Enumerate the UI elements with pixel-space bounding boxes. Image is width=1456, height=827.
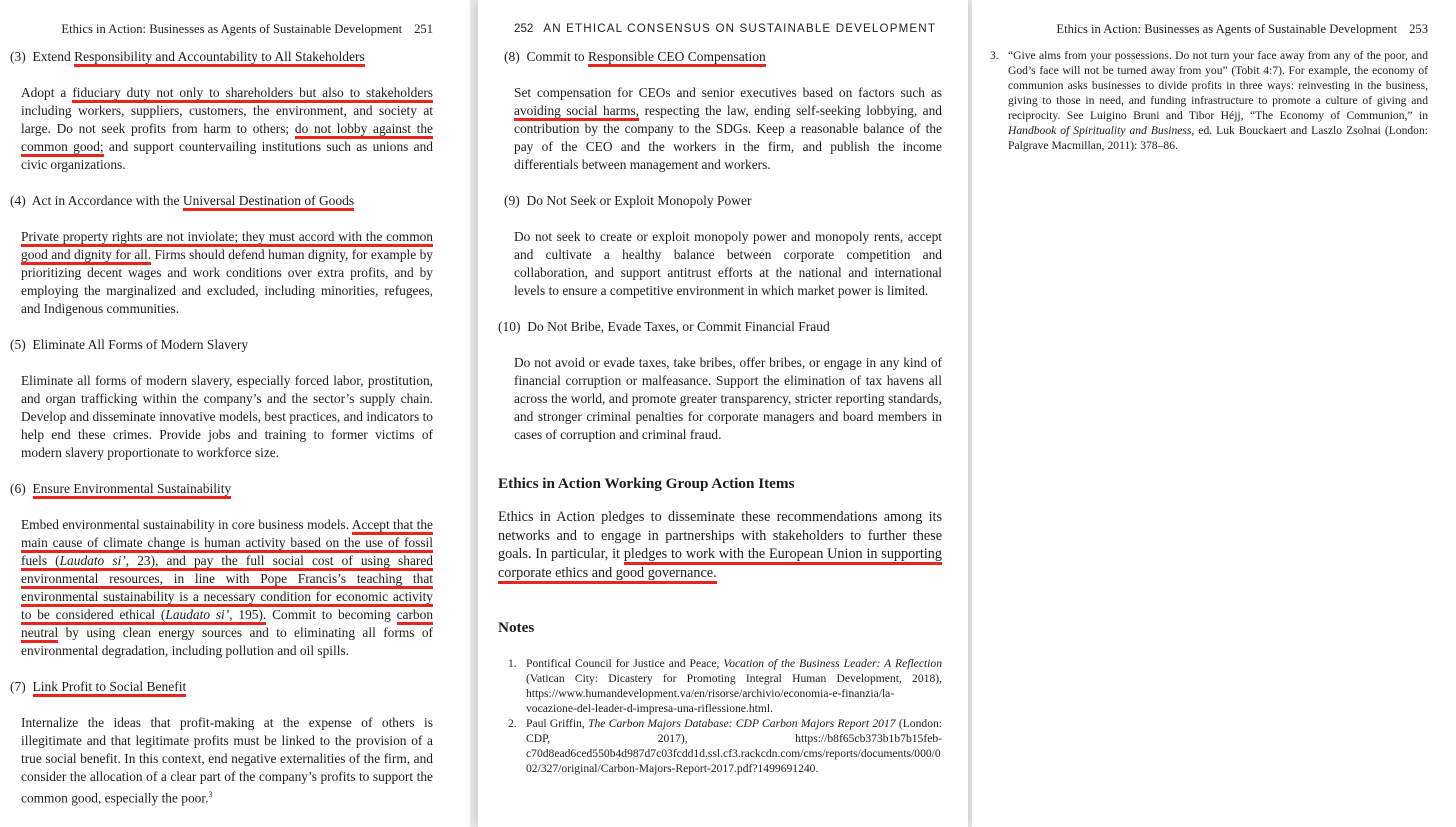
running-head-title: AN ETHICAL CONSENSUS ON SUSTAINABLE DEVELOPMENT <box>543 22 937 35</box>
item-6-heading: (6) Ensure Environmental Sustainability <box>10 480 433 498</box>
action-items-body: Ethics in Action pledges to disseminate these recommendations among its networks and to engage in partnerships with stakeholders to further these goals. In particular, it pledges to work with the European Union in supporting corporate ethics and good governance. <box>498 508 942 582</box>
item-9-heading: (9) Do Not Seek or Exploit Monopoly Power <box>504 193 752 208</box>
item-8-body: Set compensation for CEOs and senior executives based on factors such as avoiding social harms, respecting the law, ending self-seeking lobbying, and contribution by the company to the SDGs. Keep a reasonable balance of the pay of the CEO and the workers in the firm, and publish the income differentials between management and workers. <box>514 85 942 172</box>
highlight: Responsibility and Accountability to All Stakeholders <box>74 49 365 67</box>
notes-list <box>498 656 942 776</box>
highlight: fiduciary duty not only to shareholders but also to stakeholders <box>72 85 433 103</box>
running-head-title: Ethics in Action: Businesses as Agents of Sustainable Development <box>1056 22 1398 36</box>
item-10-heading: (10) Do Not Bribe, Evade Taxes, or Commit Financial Fraud <box>498 319 830 334</box>
highlight: Universal Destination of Goods <box>183 193 354 211</box>
highlight: Responsible CEO Compensation <box>588 49 766 67</box>
running-head <box>10 20 433 38</box>
running-head-title: Ethics in Action: Businesses as Agents of Sustainable Development <box>61 22 403 36</box>
item-5-heading: (5) Eliminate All Forms of Modern Slavery <box>10 337 249 352</box>
item-5-body: Eliminate all forms of modern slavery, especially forced labor, prostitution, and organ trafficking within the company’s and the sector’s supply chain. Develop and disseminate innovative models, best practices, and indicators to help end these crimes. Provide jobs and training to former victims of modern slavery proportionate to workforce size. <box>21 373 433 460</box>
note-3: 3. “Give alms from your possessions. Do not turn your face away from any of the poor, and God’s face will not be turned away from you” (Tobit 4:7). For example, the economy of communion asks businesses to divide profits in three ways: reinvesting in the business, giving to those in need, and funding infrastructure to promote a culture of giving and reciprocity. See Luigino Bruni and Tibor Héjj, “The Economy of Communion,” in Handbook of Spirituality and Business, ed. Luk Bouckaert and Laszlo Zsolnai (London: Palgrave Macmillan, 2011): 378–86. <box>990 49 1428 152</box>
item-3-body: Adopt a fiduciary duty not only to shareholders but also to stakeholders including workers, suppliers, customers, the environment, and society at large. Do not seek profits from harm to others; do not lobby against the common good; and support countervailing institutions such as unions and civic organizations. <box>21 85 433 172</box>
highlight: do not lobby against the common good; <box>21 121 433 157</box>
item-4-heading: (4) Act in Accordance with the Universal Destination of Goods <box>10 192 433 210</box>
item-7-heading: (7) Link Profit to Social Benefit <box>10 678 433 696</box>
highlight: pledges to work with the European Union in supporting corporate ethics and good governance. <box>498 546 942 584</box>
highlight: Private property rights are not inviolate; they must accord with the common good and dignity for all. <box>21 229 433 265</box>
note-2: 2. Paul Griffin, The Carbon Majors Database: CDP Carbon Majors Report 2017 (London: CDP, 2017), https://b8f65cb373b1b7b15feb-c70d8ead6ced550b4d987d7c03fcdd1d.ssl.cf3.rackcdn.com/cms/reports/documents/000/002/327/original/Carbon-Majors-Report-2017.pdf?1499691240. <box>508 717 943 775</box>
notes-list <box>990 48 1428 153</box>
page-number: 253 <box>1409 22 1428 36</box>
running-head <box>498 20 942 38</box>
page-253 <box>972 0 1456 827</box>
item-6-body: Embed environmental sustainability in core business models. Accept that the main cause of climate change is human activity based on the use of fossil fuels (Laudato si’, 23), and pay the full social cost of using shared environmental resources, in line with Pope Francis’s teaching that environmental sustainability is a necessary condition for economic activity to be considered ethical (Laudato si’, 195). Commit to becoming carbon neutral by using clean energy sources and to eliminating all forms of environmental degradation, including pollution and oil spills. <box>21 517 434 658</box>
page-251 <box>0 0 470 827</box>
highlight: Ensure Environmental Sustainability <box>33 481 232 499</box>
notes-title: Notes <box>498 619 535 636</box>
page-number: 251 <box>414 22 433 36</box>
item-3-heading: (3) Extend Responsibility and Accountability to All Stakeholders <box>10 48 433 66</box>
note-1: 1. Pontifical Council for Justice and Peace, Vocation of the Business Leader: A Reflection (Vatican City: Dicastery for Promoting Integral Human Development, 2018), https://www.humandevelopment.va/en/risorse/archivio/economia-e-finanzia/la-vocazione-del-leader-d-impresa-una-riflessione.html. <box>508 657 942 715</box>
running-head <box>990 20 1428 38</box>
highlight: carbon neutral <box>21 607 433 643</box>
action-items-title: Ethics in Action Working Group Action Items <box>498 475 795 492</box>
item-4-body: Private property rights are not inviolate; they must accord with the common good and dignity for all. Firms should defend human dignity, for example by prioritizing decent wages and work conditions over extra profits, and by employing the marginalized and excluded, including minorities, refugees, and Indigenous communities. <box>21 229 433 316</box>
item-8-heading: (8) Commit to Responsible CEO Compensation <box>504 48 942 66</box>
highlight: Link Profit to Social Benefit <box>33 679 187 697</box>
item-10-body: Do not avoid or evade taxes, take bribes, offer bribes, or engage in any kind of financial corruption or malfeasance. Support the elimination of tax havens all across the world, and promote greater transparency, stricter reporting standards, and stronger criminal penalties for corporate managers and board members in cases of corruption and criminal fraud. <box>514 355 942 442</box>
footnote-ref[interactable]: 3 <box>208 790 213 799</box>
highlight: Accept that the main cause of climate change is human activity based on the use of fossil fuels (Laudato si’, 23), and pay the full social cost of using shared environmental resources, in line with Pope Francis’s teaching that environmental sustainability is a necessary condition for economic activity to be considered ethical (Laudato si’, 195). <box>21 517 433 625</box>
page-number: 252 <box>514 22 534 35</box>
highlight: avoiding social harms, <box>514 103 639 121</box>
item-7-body: Internalize the ideas that profit-making at the expense of others is illegitimate and that legitimate profits must be linked to the provision of a true social benefit. In this context, end negative externalities of the firm, and consider the allocation of a clear part of the company’s profits to support the common good, especially the poor.$^3$ <box>21 715 433 806</box>
page-252 <box>478 0 968 827</box>
item-9-body: Do not seek to create or exploit monopoly power and monopoly rents, accept and cultivate a healthy balance between corporate competition and collaboration, and support antitrust efforts at the national and international levels to ensure a competitive environment in which market power is limited. <box>514 229 942 298</box>
